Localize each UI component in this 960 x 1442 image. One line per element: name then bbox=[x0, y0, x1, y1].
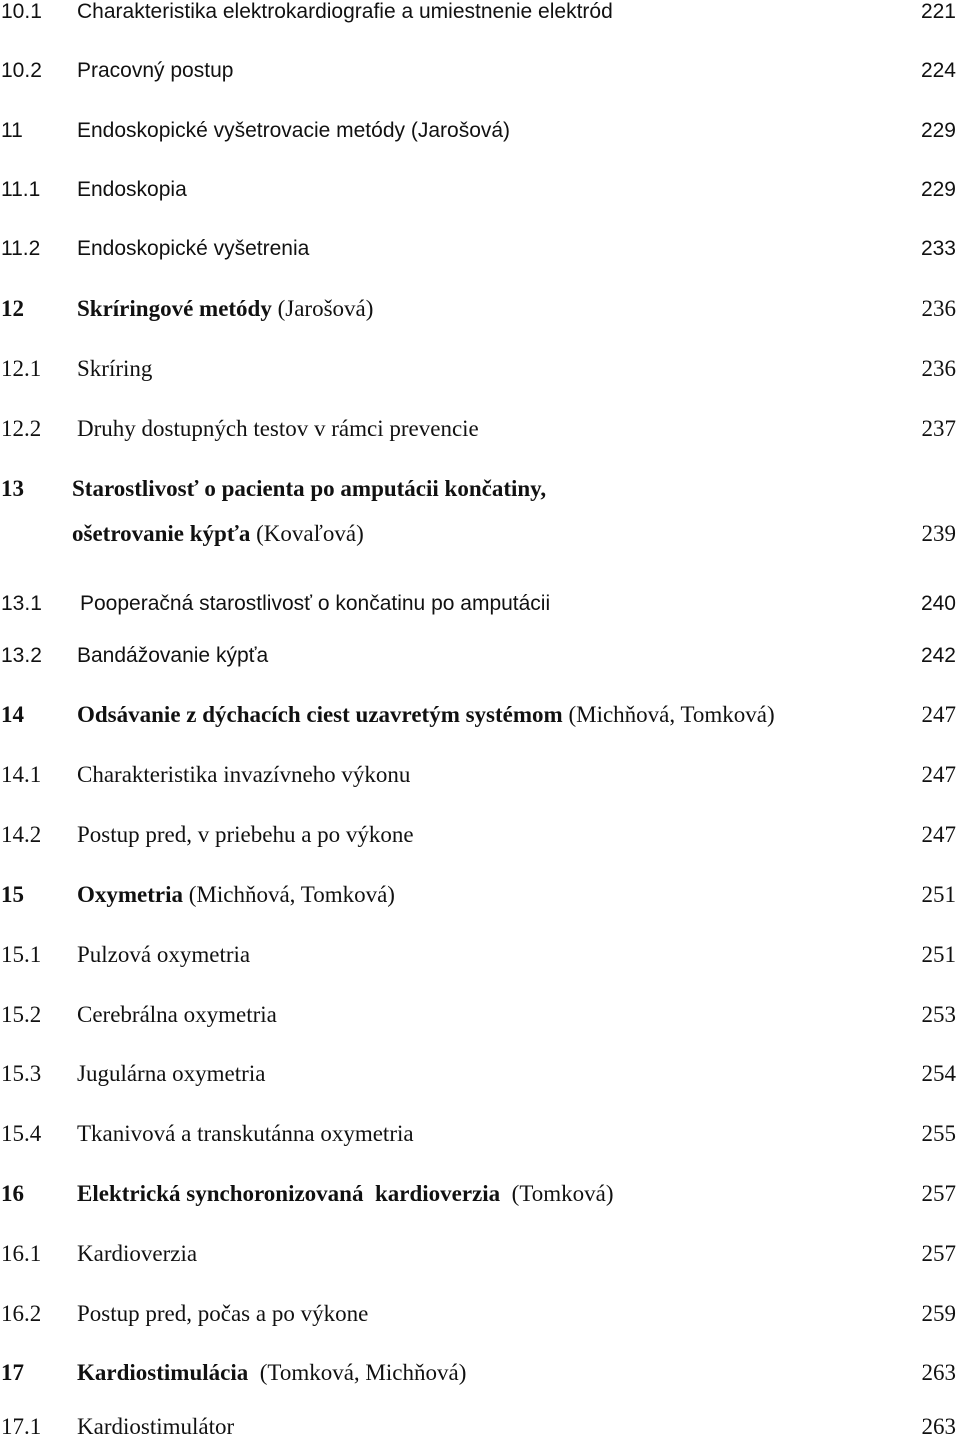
toc-entry-number: 15.1 bbox=[1, 942, 42, 967]
toc-entry-page: 257 bbox=[921, 1181, 956, 1206]
toc-entry bbox=[0, 1119, 960, 1149]
toc-entry-page: 236 bbox=[921, 296, 956, 321]
toc-chapter-entry bbox=[0, 1179, 960, 1209]
toc-entry-title: Starostlivosť o pacienta po amputácii končatiny, bbox=[72, 476, 547, 501]
toc-entry-page: 236 bbox=[921, 356, 956, 381]
toc-entry-title-wrap bbox=[72, 474, 546, 504]
toc-entry-page: 240 bbox=[920, 592, 956, 615]
toc-entry-title: Druhy dostupných testov v rámci prevencie bbox=[77, 416, 479, 441]
toc-entry-page: 233 bbox=[920, 237, 956, 260]
toc-entry-page: 263 bbox=[921, 1414, 956, 1439]
toc-entry-title: Postup pred, v priebehu a po výkone bbox=[77, 822, 414, 847]
toc-entry-title: Skríringové metódy bbox=[77, 296, 272, 321]
toc-entry-title-wrap bbox=[77, 700, 775, 730]
toc-chapter-entry bbox=[0, 700, 960, 730]
toc-entry-page: 247 bbox=[921, 762, 956, 787]
toc-chapter-entry bbox=[0, 880, 960, 910]
toc-entry-title: Elektrická synchoronizovaná kardioverzia bbox=[77, 1181, 501, 1206]
toc-entry-title: Endoskopické vyšetrovacie metódy bbox=[77, 119, 405, 142]
toc-entry-number: 13 bbox=[1, 476, 24, 501]
toc-entry bbox=[0, 1059, 960, 1089]
toc-entry-number: 10.2 bbox=[1, 59, 42, 82]
toc-entry-page: 229 bbox=[920, 119, 956, 142]
toc-entry-authors: (Tomková) bbox=[511, 1181, 614, 1206]
toc-entry-number: 14.1 bbox=[1, 762, 42, 787]
toc-entry-title: Postup pred, počas a po výkone bbox=[77, 1301, 369, 1326]
toc-entry-number: 13.1 bbox=[1, 592, 42, 615]
toc-entry-authors: (Tomková, Michňová) bbox=[259, 1360, 467, 1385]
toc-chapter-entry bbox=[0, 474, 960, 504]
toc-chapter-entry-continuation bbox=[0, 519, 960, 549]
toc-entry-page: 263 bbox=[921, 1360, 956, 1385]
toc-entry-page: 242 bbox=[920, 644, 956, 667]
toc-entry-number: 15 bbox=[1, 882, 24, 907]
toc-entry-number: 11 bbox=[1, 119, 23, 142]
toc-entry-title: Jugulárna oxymetria bbox=[77, 1061, 266, 1086]
toc-entry bbox=[0, 589, 960, 619]
toc-entry-title: Oxymetria bbox=[77, 882, 184, 907]
toc-entry-page: 259 bbox=[921, 1301, 956, 1326]
toc-entry-authors: (Michňová, Tomková) bbox=[188, 882, 395, 907]
toc-entry-number: 14 bbox=[1, 702, 24, 727]
toc-entry-number: 17 bbox=[1, 1360, 24, 1385]
toc-entry bbox=[0, 0, 960, 27]
toc-entry-number: 11.2 bbox=[1, 237, 41, 260]
toc-entry bbox=[0, 56, 960, 86]
toc-entry-page: 239 bbox=[921, 521, 956, 546]
toc-entry-number: 17.1 bbox=[1, 1414, 42, 1439]
toc-entry-authors: (Jarošová) bbox=[277, 296, 374, 321]
toc-entry-page: 237 bbox=[921, 416, 956, 441]
toc-entry-title: Pracovný postup bbox=[77, 59, 234, 82]
toc-entry bbox=[0, 940, 960, 970]
toc-chapter-entry bbox=[0, 294, 960, 324]
toc-entry bbox=[0, 175, 960, 205]
toc-entry-page: 247 bbox=[921, 702, 956, 727]
toc-entry-number: 11.1 bbox=[1, 178, 41, 201]
toc-entry-page: 251 bbox=[921, 882, 956, 907]
toc-entry-title: Charakteristika elektrokardiografie a umiestnenie elektród bbox=[77, 0, 613, 23]
toc-entry bbox=[0, 820, 960, 850]
toc-entry-title: Kardiostimulátor bbox=[77, 1414, 235, 1439]
toc-entry-page: 221 bbox=[920, 0, 956, 23]
toc-entry-title: Tkanivová a transkutánna oxymetria bbox=[77, 1121, 414, 1146]
toc-entry-title: Skríring bbox=[77, 356, 153, 381]
toc-entry-authors: (Kovaľová) bbox=[256, 521, 364, 546]
toc-entry-page: 253 bbox=[921, 1002, 956, 1027]
toc-entry-title: Kardiostimulácia bbox=[77, 1360, 249, 1385]
toc-entry bbox=[0, 1299, 960, 1329]
toc-entry-title: Kardioverzia bbox=[77, 1241, 198, 1266]
toc-entry-number: 15.4 bbox=[1, 1121, 42, 1146]
toc-entry-title: Charakteristika invazívneho výkonu bbox=[77, 762, 411, 787]
toc-entry-title-wrap bbox=[77, 1179, 614, 1209]
toc-entry-title-wrap bbox=[77, 880, 395, 910]
toc-entry-page: 251 bbox=[921, 942, 956, 967]
toc-entry bbox=[0, 1239, 960, 1269]
toc-entry bbox=[0, 760, 960, 790]
toc-entry-number: 14.2 bbox=[1, 822, 42, 847]
toc-entry-title: Odsávanie z dýchacích ciest uzavretým systémom bbox=[77, 702, 563, 727]
toc-entry bbox=[0, 414, 960, 444]
toc-entry-title-wrap bbox=[77, 294, 373, 324]
toc-entry bbox=[0, 1000, 960, 1030]
toc-entry bbox=[0, 354, 960, 384]
toc-entry-page: 254 bbox=[921, 1061, 956, 1086]
toc-entry-title-line2: ošetrovanie kýpťa bbox=[72, 521, 251, 546]
toc-entry-title-wrap bbox=[77, 1358, 466, 1388]
toc-entry-title: Endoskopické vyšetrenia bbox=[77, 237, 310, 260]
toc-entry-title: Pooperačná starostlivosť o končatinu po amputácii bbox=[80, 592, 551, 615]
toc-entry-page: 229 bbox=[920, 178, 956, 201]
toc-entry-page: 257 bbox=[921, 1241, 956, 1266]
toc-entry-number: 16.2 bbox=[1, 1301, 42, 1326]
toc-entry-number: 12.1 bbox=[1, 356, 42, 381]
toc-entry-number: 15.2 bbox=[1, 1002, 42, 1027]
toc-entry-number: 15.3 bbox=[1, 1061, 42, 1086]
toc-entry-number: 16.1 bbox=[1, 1241, 42, 1266]
toc-entry-title: Endoskopia bbox=[77, 178, 187, 201]
toc-entry-authors: (Michňová, Tomková) bbox=[568, 702, 775, 727]
toc-entry-title: Pulzová oxymetria bbox=[77, 942, 251, 967]
toc-entry-title-wrap bbox=[77, 116, 510, 146]
toc-entry-authors: (Jarošová) bbox=[410, 119, 511, 142]
toc-entry bbox=[0, 641, 960, 671]
toc-entry-number: 16 bbox=[1, 1181, 24, 1206]
toc-chapter-entry bbox=[0, 116, 960, 146]
toc-entry-title: Bandážovanie kýpťa bbox=[77, 644, 269, 667]
toc-entry bbox=[0, 234, 960, 264]
toc-entry-number: 10.1 bbox=[1, 0, 42, 23]
toc-entry-number: 12.2 bbox=[1, 416, 42, 441]
toc-chapter-entry bbox=[0, 1358, 960, 1388]
toc-entry bbox=[0, 1412, 960, 1442]
toc-entry-number: 13.2 bbox=[1, 644, 42, 667]
toc-entry-page: 255 bbox=[921, 1121, 956, 1146]
toc-entry-title: Cerebrálna oxymetria bbox=[77, 1002, 277, 1027]
toc-entry-number: 12 bbox=[1, 296, 24, 321]
toc-entry-title-wrap bbox=[72, 519, 364, 549]
toc-entry-page: 224 bbox=[920, 59, 956, 82]
toc-entry-page: 247 bbox=[921, 822, 956, 847]
